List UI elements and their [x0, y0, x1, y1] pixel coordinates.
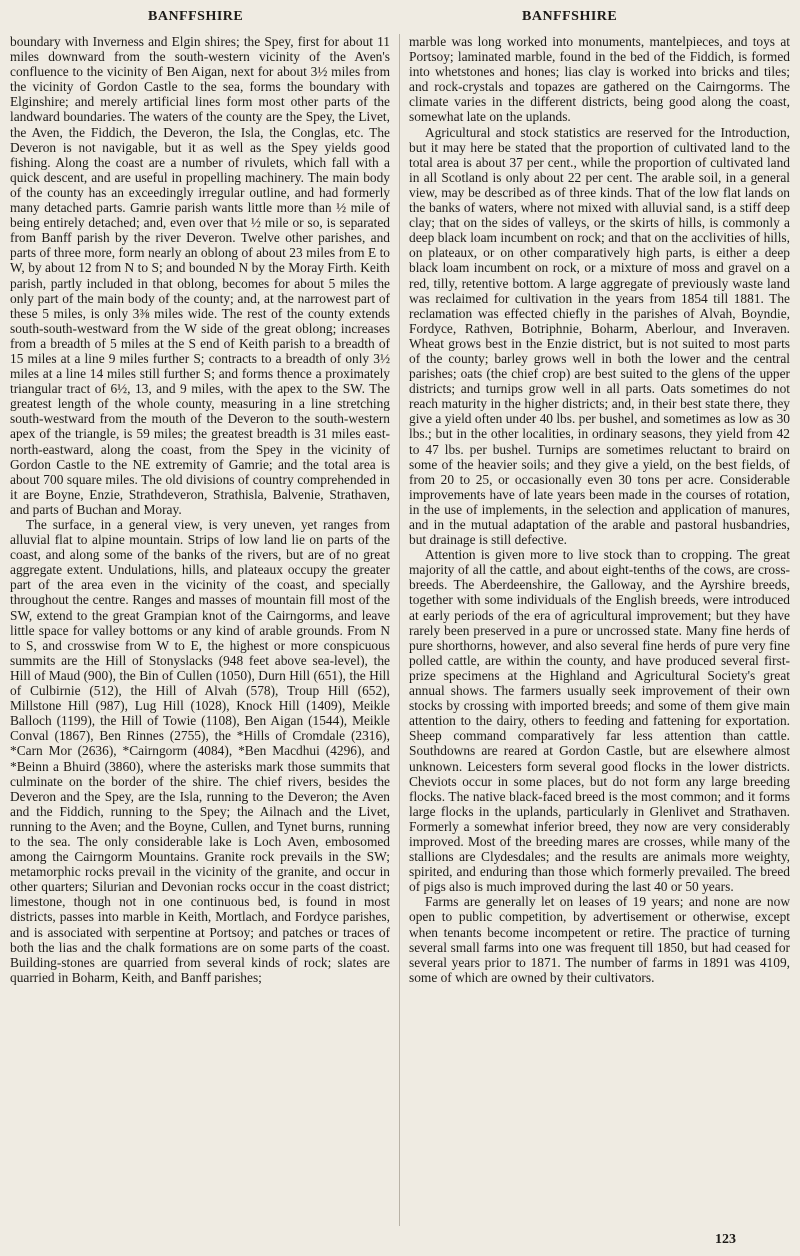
paragraph-farms: Farms are generally let on leases of 19 years; and none are now open to public competition, by advertisement or otherwise, except when tenants become incompetent or retire. The practice of turning several small farms into one was frequent till 1850, but had ceased for several years prior to 1871. The number of farms in 1891 was 4109, some of which are owned by their cultivators.	[409, 894, 790, 985]
page-number: 123	[715, 1232, 736, 1247]
running-head-right: BANFFSHIRE	[522, 9, 618, 24]
running-head-left: BANFFSHIRE	[148, 9, 244, 24]
paragraph-agriculture: Agricultural and stock statistics are reserved for the Introduction, but it may here be stated that the proportion of cultivated land to the total area is about 37 per cent., while the proportion of cultivated land in all Scotland is only about 22 per cent. The arable soil, in a general view, may be described as of three kinds. That of the low flat lands on the banks of waters, where not mixed with alluvial sand, is a stiff deep clay; that on the sides of valleys, or the skirts of hills, is commonly a deep black loam incumbent on rock; and that on the acclivities of hills, on plateaux, or on other comparatively high parts, is either a deep black loam incumbent on rock, or a mixture of moss and gravel on a red, tilly, retentive bottom. A large aggregate of previously waste land was reclaimed for cultivation in the years from 1854 till 1881. The reclamation was effected chiefly in the parishes of Alvah, Boyndie, Fordyce, Rathven, Botriphnie, Boharm, Aberlour, and Inveraven. Wheat grows best in the Enzie district, but is not suited to most parts of the county; barley grows well in both the lower and the central parishes; oats (the chief crop) are best suited to the glens of the upper districts; and turnips grow well in all parts. Oats sometimes do not reach maturity in the higher districts; and, in their best state there, they give a yield often under 40 lbs. per bushel, and sometimes as low as 30 lbs.; but in the other localities, in ordinary seasons, they yield from 42 to 47 lbs. per bushel. Turnips are sometimes reluctant to braird on some of the heavier soils; and they give a yield, on the best fields, of from 20 to 25, or occasionally even 30 tons per acre. Considerable improvements have of late years been made in the courses of rotation, in the use of implements, in the selection and application of manures, and in the mutual adaptation of the arable and pastoral husbandries, but drainage is still defective.	[409, 124, 790, 548]
right-column	[409, 34, 790, 985]
paragraph-surface: The surface, in a general view, is very uneven, yet ranges from alluvial flat to alpine mountain. Strips of low land lie on parts of the coast, and along some of the banks of the rivers, but are of no great aggregate extent. Undulations, hills, and plateaux occupy the greater part of the area even in the vicinity of the coast, and specially throughout the centre. Ranges and masses of mountain fill most of the SW, extend to the great Grampian knot of the Cairngorms, and leave little space for valley bottoms or any kind of arable grounds. From N to S, and crosswise from W to E, the highest or more conspicuous summits are the Hill of Stonyslacks (948 feet above sea-level), the Hill of Maud (900), the Bin of Cullen (1050), Durn Hill (651), the Hill of Culbirnie (512), the Hill of Alvah (578), Troup Hill (652), Millstone Hill (987), Lug Hill (1028), Knock Hill (1409), Meikle Balloch (1199), the Hill of Towie (1108), Ben Aigan (1544), Meikle Conval (1867), Ben Rinnes (2755), the *Hills of Cromdale (2316), *Carn Mor (2636), *Cairngorm (4084), *Ben Macdhui (4296), and *Beinn a Bhuird (3860), where the asterisks mark those summits that culminate on the border of the shire. The chief rivers, besides the Deveron and the Spey, are the Isla, running to the Deveron; the Aven and the Fiddich, running to the Spey; the Ailnach and the Livet, running to the Aven; and the Boyne, Cullen, and Tynet burns, running to the sea. The only considerable lake is Loch Aven, embosomed among the Cairngorm Mountains. Granite rock prevails in the SW; metamorphic rocks prevail in the vicinity of the granite, and occur in other quarters; Silurian and Devonian rocks occur in the coast district; limestone, though not in one continuous bed, is found in most districts, passes into marble in Keith, Mortlach, and Fordyce parishes, and is associated with serpentine at Portsoy; and patches or traces of both the lias and the chalk formations are on some parts of the coast. Building-stones are quarried from several kinds of rock; slates are quarried in Boharm, Keith, and Banff parishes;	[10, 517, 390, 985]
left-column	[10, 34, 390, 985]
paragraph-livestock: Attention is given more to live stock than to cropping. The great majority of all the cattle, and about eight-tenths of the cows, are cross-breeds. The Aberdeenshire, the Galloway, and the Ayrshire breeds, together with some individuals of the English breeds, were introduced at early periods of the era of agricultural improvement; but they have rarely been preserved in a pure or uncrossed state. Many fine herds of pure shorthorns, however, and also several fine herds of pure very fine polled cattle, are within the county, and have produced several first-prize specimens at the Highland and Agricultural Society's great annual shows. The farmers usually seek improvement of their own stocks by crossing with imported breeds; and some of them give main attention to the dairy, others to feeding and fattening for exportation. Sheep command comparatively far less attention than cattle. Southdowns are reared at Gordon Castle, but are elsewhere almost unknown. Leicesters form several good flocks in the lower districts. Cheviots occur in some places, but do not form any large breeding flocks. The native black-faced breed is the most common; and it forms large flocks in the uplands, particularly in Glenlivet and Strathaven. Formerly a somewhat inferior breed, they now are very considerably improved. Most of the breeding mares are crosses, while many of the stallions are Clydesdales; and the results are animals more weighty, spirited, and enduring than those which formerly prevailed. The breed of pigs also is much improved during the last 40 or 50 years.	[409, 547, 790, 895]
column-divider	[399, 34, 400, 1226]
paragraph-boundaries: boundary with Inverness and Elgin shires; the Spey, first for about 11 miles downward from the south-western vicinity of the Aven's confluence to the vicinity of Ben Aigan, next for about 3½ miles from the vicinity of Gordon Castle to the sea, forms the boundary with Elginshire; and merely artificial lines form most other parts of the landward boundaries. The waters of the county are the Spey, the Livet, the Aven, the Fiddich, the Deveron, the Isla, the Conglas, etc. The Deveron is not navigable, but it as well as the Spey yields good fishing. Along the coast are a number of rivulets, which fall with a quick descent, and are useful in propelling machinery. The main body of the county has an exceedingly irregular outline, and had formerly many detached parts. Gamrie parish wants little more than ½ mile of being entirely detached; and, even over that ½ mile or so, is separated from Banff parish by the river Deveron. Twelve other parishes, and parts of three more, form nearly an oblong of about 23 miles from E to W, by about 12 from N to S; and bounded N by the Moray Firth. Keith parish, partly included in that oblong, becomes for about 5 miles the only part of the main body of the county; and, at the narrowest part of these 5 miles, is only 3⅜ miles wide. The rest of the county extends south-south-westward from the W side of the great oblong; increases from a breadth of 5 miles at the S end of Keith parish to a breadth of 15 miles at a line 9 miles further S; contracts to a breadth of only 3½ miles at a line 14 miles still further S; and forms thence a proximately triangular tract of 6½, 13, and 9 miles, with the apex to the SW. The greatest length of the whole county, measuring in a line stretching south-westward from the mouth of the Deveron to the south-western apex of the triangle, is 59 miles; the greatest breadth is 31 miles east-north-eastward, along the coast, from the Spey in the vicinity of Gordon Castle to the NE extremity of Gamrie; and the total area is about 700 square miles. The old divisions of country comprehended in it are Boyne, Enzie, Strathdeveron, Strathisla, Balvenie, Strathaven, and parts of Buchan and Moray.	[10, 34, 390, 517]
paragraph-marble: marble was long worked into monuments, mantelpieces, and toys at Portsoy; laminated marble, found in the bed of the Fiddich, is formed into whetstones and hones; lias clay is worked into bricks and tiles; and rock-crystals and topazes are gathered on the Cairngorms. The climate varies in the different districts, being good along the coast, somewhat late on the uplands.	[409, 34, 790, 125]
